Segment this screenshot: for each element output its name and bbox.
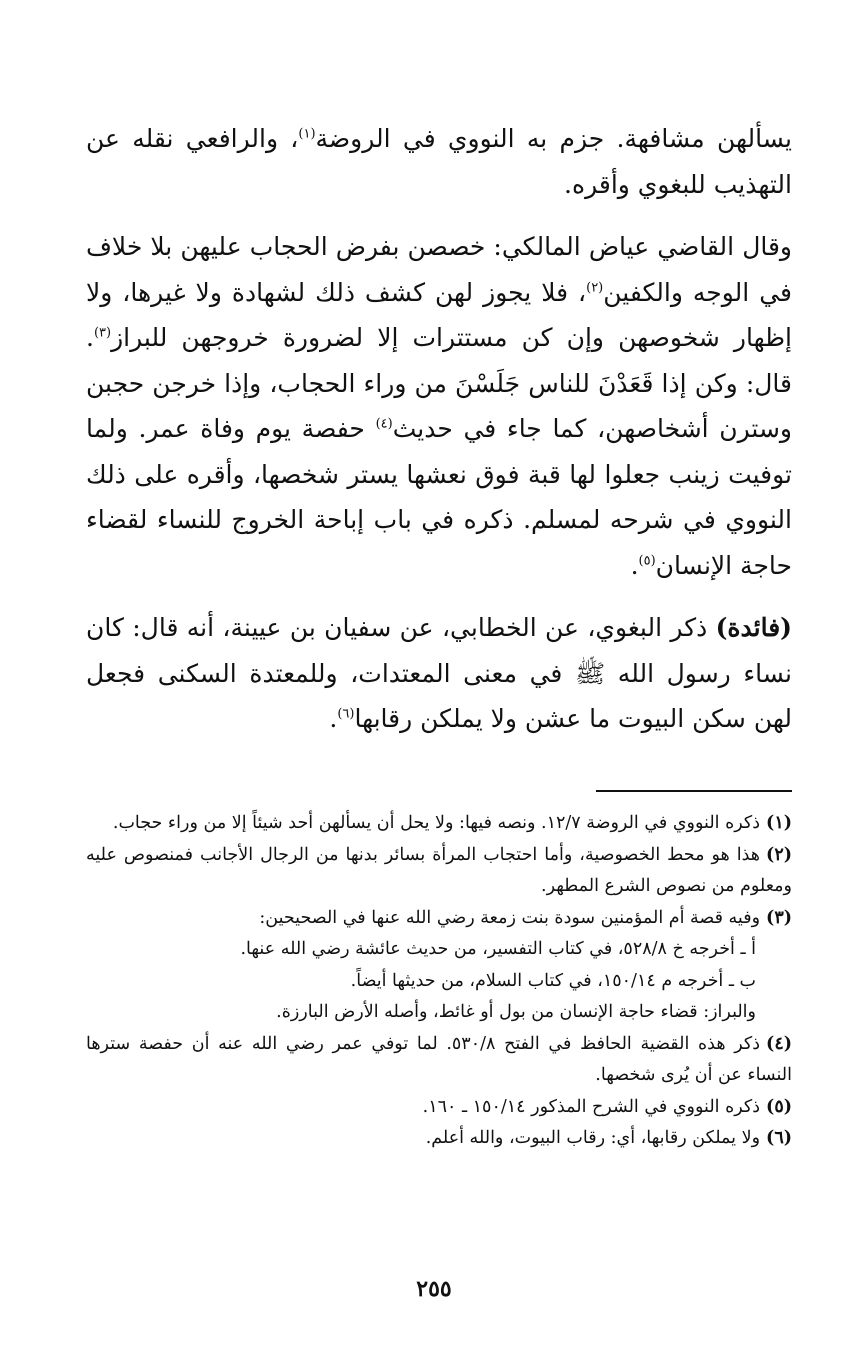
paragraph-3-text: ذكر البغوي، عن الخطابي، عن سفيان بن عيينة، أنه قال: كان نساء رسول الله ﷺ في معنى المعتدات، وللمعتدة السكنى فجعل لهن سكن البيوت ما عشن ولا يملكن رقابها [86, 613, 792, 733]
footnote-5-text: ذكره النووي في الشرح المذكور ١٥٠/١٤ ـ ١٦٠. [422, 1096, 761, 1117]
paragraph-3-text-end: . [329, 704, 338, 733]
footnote-1-number: (١) [766, 813, 792, 833]
paragraph-1-text: يسألهن مشافهة. جزم به النووي في الروضة [315, 124, 792, 153]
footnote-1-text: ذكره النووي في الروضة ١٢/٧. ونصه فيها: ولا يحل أن يسألهن أحد شيئاً إلا من وراء حجاب. [112, 813, 761, 833]
paragraph-2-text-a: وقال القاضي عياض المالكي: خصصن بفرض الحجاب عليهن بلا خلاف في الوجه والكفين [86, 232, 792, 307]
page-number: ٢٥٥ [416, 1276, 452, 1302]
footnote-ref-2[interactable]: (٢) [586, 280, 604, 296]
footnote-2-number: (٢) [766, 844, 792, 865]
footnote-6 [86, 1123, 792, 1155]
footnote-4-number: (٤) [766, 1033, 792, 1054]
footnote-divider [596, 790, 792, 792]
paragraph-1 [86, 116, 792, 207]
footnote-ref-6[interactable]: (٦) [337, 706, 355, 722]
footnote-6-number: (٦) [766, 1128, 792, 1148]
footnote-2-text: هذا هو محط الخصوصية، وأما احتجاب المرأة بسائر بدنها من الرجال الأجانب فمنصوص عليه ومعلوم من نصوص الشرع المطهر. [86, 844, 792, 896]
footnote-ref-4[interactable]: (٤) [375, 416, 393, 432]
paragraph-1-text-end: ، والرافعي نقله عن التهذيب للبغوي وأقره. [86, 124, 792, 199]
paragraph-2-text-b: ، فلا يجوز لهن كشف ذلك لشهادة ولا غيرها، ولا إظهار شخوصهن وإن كن مستترات إلا لضرورة خروجهن للبراز [86, 277, 792, 352]
paragraph-3-lead: (فائدة) [715, 613, 792, 642]
footnote-ref-3[interactable]: (٣) [93, 325, 112, 341]
footnote-1 [86, 808, 792, 840]
footnote-3-text: وفيه قصة أم المؤمنين سودة بنت زمعة رضي الله عنها في الصحيحين: [259, 907, 761, 928]
footnote-4-text: ذكر هذه القضية الحافظ في الفتح ٥٣٠/٨. لما توفي عمر رضي الله عنه أن حفصة سترها النساء عن أن يُرى شخصها. [86, 1033, 792, 1085]
footnote-2 [86, 840, 792, 903]
paragraph-3 [86, 605, 792, 742]
paragraph-2-text-d: حفصة يوم وفاة عمر. ولما توفيت زينب جعلوا لها قبة فوق نعشها يستر شخصها، وأقره على ذلك النووي في شرحه لمسلم. ذكره في باب إباحة الخروج للنساء لقضاء حاجة الإنسان [86, 414, 792, 580]
footnote-ref-1[interactable]: (١) [298, 126, 316, 142]
footnote-3 [86, 903, 792, 935]
footnote-3-item-b: ب ـ أخرجه م ١٥٠/١٤، في كتاب السلام، من حديثها أيضاً. [350, 970, 756, 991]
footnotes [86, 808, 792, 1155]
footnote-6-text: ولا يملكن رقابها، أي: رقاب البيوت، والله أعلم. [425, 1128, 761, 1148]
footnote-3-item-a: أ ـ أخرجه خ ٥٢٨/٨، في كتاب التفسير، من حديث عائشة رضي الله عنها. [240, 939, 756, 959]
paragraph-2-text-c: . قال: وكن إذا قَعَدْنَ للناس جَلَسْنَ من وراء الحجاب، وإذا خرجن حجبن وسترن أشخاصهن، كما جاء في حديث [86, 323, 792, 443]
footnote-3-definition: والبراز: قضاء حاجة الإنسان من بول أو غائط، وأصله الأرض البارزة. [276, 1002, 756, 1022]
footnote-4 [86, 1029, 792, 1092]
footnote-5 [86, 1092, 792, 1124]
footnote-5-number: (٥) [766, 1096, 792, 1117]
main-text [86, 116, 792, 742]
paragraph-2-text-e: . [630, 550, 639, 580]
paragraph-2 [86, 224, 792, 588]
footnote-3-number: (٣) [766, 907, 792, 928]
footnote-ref-5[interactable]: (٥) [638, 553, 656, 569]
